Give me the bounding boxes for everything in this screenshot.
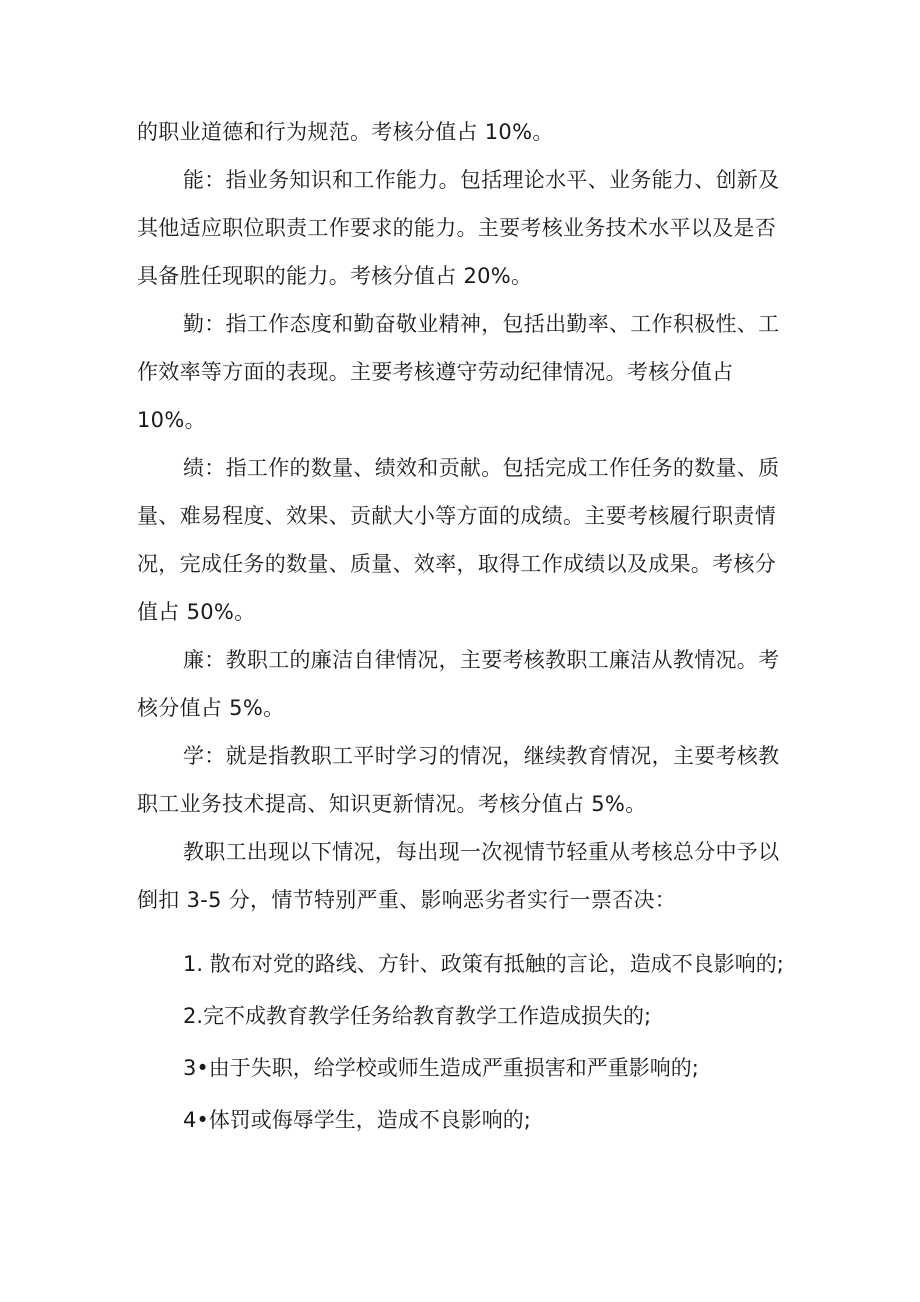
paragraph-ethics-end: 的职业道德和行为规范。考核分值占 10%。 bbox=[137, 120, 554, 144]
list-item: 2.完不成教育教学任务给教育教学工作造成损失的; bbox=[183, 1004, 652, 1028]
document-page bbox=[137, 108, 797, 1146]
paragraph-integrity: 廉：教职工的廉洁自律情况，主要考核教职工廉洁从教情况。考核分值占 5%。 bbox=[137, 648, 780, 720]
paragraph-diligence: 勤：指工作态度和勤奋敬业精神，包括出勤率、工作积极性、工作效率等方面的表现。主要考核遵守劳动纪律情况。考核分值占 10%。 bbox=[137, 312, 780, 432]
list-item: 1. 散布对党的路线、方针、政策有抵触的言论，造成不良影响的; bbox=[183, 952, 784, 976]
paragraph-performance: 绩：指工作的数量、绩效和贡献。包括完成工作任务的数量、质量、难易程度、效果、贡献大小等方面的成绩。主要考核履行职责情况，完成任务的数量、质量、效率，取得工作成绩以及成果。考核分值占 50%。 bbox=[137, 456, 780, 624]
paragraph-deduction-rules: 教职工出现以下情况，每出现一次视情节轻重从考核总分中予以倒扣 3-5 分，情节特别严重、影响恶劣者实行一票否决： bbox=[137, 840, 780, 912]
violation-list bbox=[137, 938, 797, 1146]
paragraph-learning: 学：就是指教职工平时学习的情况，继续教育情况，主要考核教职工业务技术提高、知识更新情况。考核分值占 5%。 bbox=[137, 744, 780, 816]
list-item: 3•由于失职，给学校或师生造成严重损害和严重影响的; bbox=[183, 1056, 699, 1080]
list-item: 4•体罚或侮辱学生，造成不良影响的; bbox=[183, 1108, 531, 1132]
paragraph-ability: 能：指业务知识和工作能力。包括理论水平、业务能力、创新及其他适应职位职责工作要求的能力。主要考核业务技术水平以及是否具备胜任现职的能力。考核分值占 20%。 bbox=[137, 168, 780, 288]
